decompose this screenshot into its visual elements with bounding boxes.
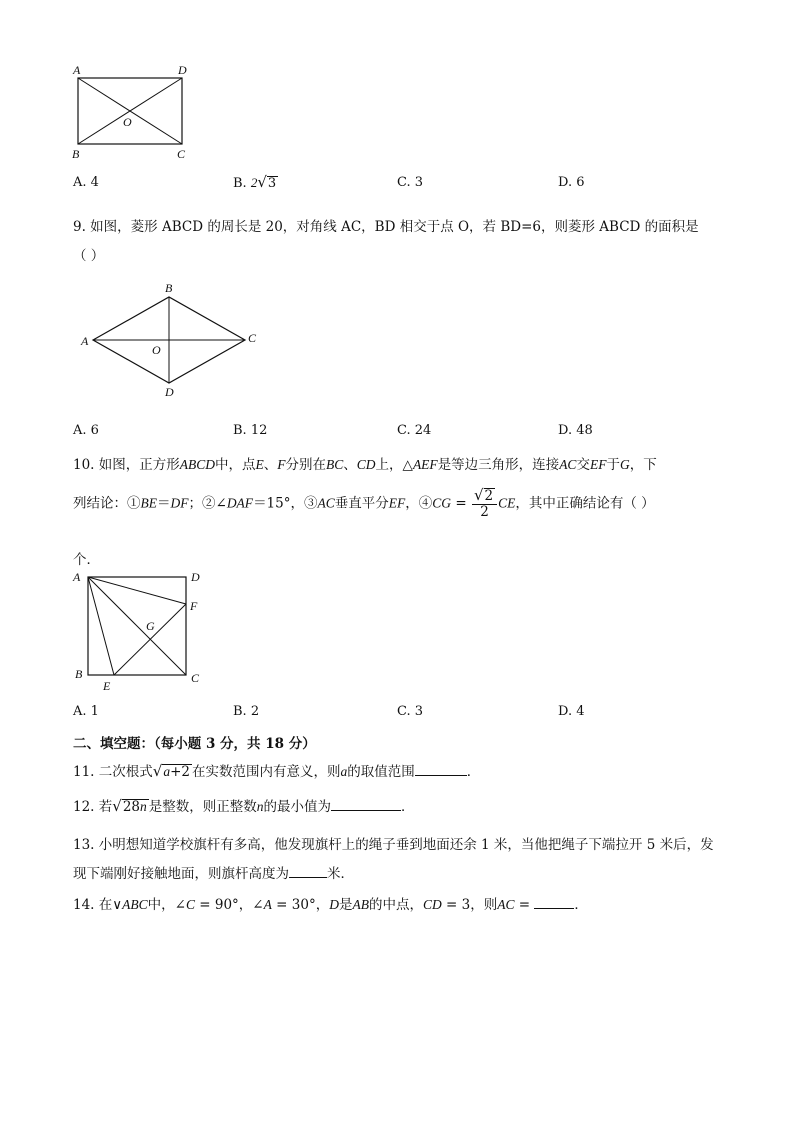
q10-text: 垂直平分 xyxy=(334,495,389,512)
q9-option-d: D. 48 xyxy=(558,423,593,438)
q10-var: ABCD xyxy=(179,457,216,472)
q14-text: = 90°，∠ xyxy=(194,897,264,913)
q9-line2: （ ） xyxy=(73,248,105,264)
q10-option-c: C. 3 xyxy=(397,704,424,719)
q9-option-b: B. 12 xyxy=(233,423,268,438)
label-d: D xyxy=(191,570,200,584)
q10-text: 分别在 xyxy=(285,457,327,473)
q10-text: 、 xyxy=(343,457,357,473)
q11-text: +2 xyxy=(170,764,190,780)
q14-text: 14. 在 xyxy=(73,897,113,913)
fraction xyxy=(472,488,497,520)
q10-var: BC xyxy=(326,457,344,472)
q11-text: 在实数范围内有意义，则 xyxy=(191,764,341,780)
q11-text: ． xyxy=(466,764,481,780)
q13-text: 米． xyxy=(327,866,354,882)
q10-var: EF xyxy=(589,457,607,472)
q12-text: 12. 若 xyxy=(73,799,113,815)
label-o: O xyxy=(152,343,161,357)
label-a: A xyxy=(73,63,81,77)
q14-text: = 30°， xyxy=(271,897,330,913)
q14-text: = xyxy=(514,897,535,913)
q10-var: AEF xyxy=(412,457,438,472)
q12-var: n xyxy=(140,799,147,814)
triangle-symbol: ∨ xyxy=(112,897,123,913)
q8-option-b-coef: 2 xyxy=(250,175,258,190)
q10-var: AC xyxy=(317,495,335,511)
q10-var: DF xyxy=(170,495,189,511)
q12 xyxy=(73,795,415,815)
q10-var: CD xyxy=(356,457,376,472)
q10-var: DAF xyxy=(226,495,254,511)
q14 xyxy=(73,893,588,913)
label-b: B xyxy=(165,281,173,295)
label-c: C xyxy=(191,671,200,685)
q13-text: 现下端刚好接触地面，则旗杆高度为 xyxy=(73,866,289,882)
q14-text: 的中点， xyxy=(368,897,423,913)
q8-option-b xyxy=(233,173,278,191)
q10-var: F xyxy=(277,457,286,472)
answer-blank[interactable] xyxy=(415,775,467,776)
radical-icon: √ xyxy=(112,797,122,815)
q10-text: ；②∠ xyxy=(188,495,227,512)
q11-var: a xyxy=(340,764,348,779)
q9-option-a: A. 6 xyxy=(73,423,99,438)
label-f: F xyxy=(190,599,198,613)
q14-var: A xyxy=(263,897,272,912)
q10-line1 xyxy=(73,453,657,473)
q10-text: 于 xyxy=(606,457,620,473)
q10-var: G xyxy=(619,457,630,472)
q14-var: ABC xyxy=(122,897,148,912)
q10-option-a: A. 1 xyxy=(73,704,99,719)
q14-var: D xyxy=(329,897,339,912)
q10-option-d: D. 4 xyxy=(558,704,585,719)
q12-radicand xyxy=(122,799,149,814)
radical-icon: √ xyxy=(257,173,267,191)
q12-text: 的最小值为 xyxy=(263,799,332,815)
q11-text: 的取值范围 xyxy=(347,764,415,780)
q10-var: E xyxy=(255,457,264,472)
q10-text: 10. 如图，正方形 xyxy=(73,457,180,473)
q8-option-d: D. 6 xyxy=(558,175,585,190)
q11-radicand xyxy=(162,764,192,779)
q10-text: 交 xyxy=(576,457,590,473)
q13-line1: 13. 小明想知道学校旗杆有多高，他发现旗杆上的绳子垂到地面还余 1 米，当他把绳子下端拉开 5 米后，发 xyxy=(73,837,714,853)
q10-text: ＝ xyxy=(157,495,171,512)
square-figure xyxy=(70,566,210,694)
label-a: A xyxy=(81,334,89,348)
radical-icon: √ xyxy=(473,486,484,504)
q9-line1: 9. 如图，菱形 ABCD 的周长是 20，对角线 AC，BD 相交于点 O，若 BD=6，则菱形 ABCD 的面积是 xyxy=(73,219,699,235)
q14-text: 中，∠ xyxy=(147,897,186,913)
q12-var: n xyxy=(256,799,264,814)
q10-text: 上，△ xyxy=(375,457,413,473)
q10-line2 xyxy=(73,488,655,520)
answer-blank[interactable] xyxy=(534,908,574,909)
label-a: A xyxy=(73,570,81,584)
q14-var: C xyxy=(185,897,195,912)
q10-var: CE xyxy=(498,495,516,511)
q8-option-b-radicand: 3 xyxy=(267,176,277,191)
label-g: G xyxy=(146,619,155,633)
q11-text: 11. 二次根式 xyxy=(73,764,153,780)
label-c: C xyxy=(177,147,186,161)
q14-text: = 3，则 xyxy=(441,897,498,913)
fraction-denominator: 2 xyxy=(480,504,489,520)
q10-var: BE xyxy=(140,495,157,511)
q14-var: AB xyxy=(352,897,369,912)
q10-option-b: B. 2 xyxy=(233,704,260,719)
q10-text: ＝15°，③ xyxy=(253,495,318,512)
q10-text: ，④ xyxy=(405,495,433,512)
q12-text: 是整数，则正整数 xyxy=(148,799,257,815)
label-e: E xyxy=(103,679,111,693)
fraction-numerator: 2 xyxy=(484,488,494,504)
q8-option-b-prefix: B. xyxy=(233,176,251,191)
q10-text: ，下 xyxy=(629,457,657,473)
q14-text: ． xyxy=(574,897,588,913)
q14-var: CD xyxy=(422,897,442,912)
label-d: D xyxy=(165,385,174,399)
answer-blank[interactable] xyxy=(331,810,401,811)
q9-option-c: C. 24 xyxy=(397,423,432,438)
q12-text: ． xyxy=(401,799,415,815)
q10-text: 列结论：① xyxy=(73,495,141,512)
q10-text: = xyxy=(451,495,471,512)
q11 xyxy=(73,760,480,780)
label-d: D xyxy=(178,63,187,77)
q8-option-c: C. 3 xyxy=(397,175,424,190)
label-b: B xyxy=(75,667,83,681)
q13-line2 xyxy=(73,862,354,882)
q10-var: EF xyxy=(388,495,406,511)
label-o: O xyxy=(123,115,132,129)
q10-text: 、 xyxy=(263,457,278,473)
rhombus-figure xyxy=(75,278,265,403)
label-b: B xyxy=(72,147,80,161)
q8-option-a: A. 4 xyxy=(73,175,99,190)
q14-var: AC xyxy=(497,897,515,912)
rectangle-figure xyxy=(68,60,198,165)
radical-icon: √ xyxy=(152,762,163,780)
q10-text: 中，点 xyxy=(215,457,256,473)
q10-line3: 个． xyxy=(73,552,100,568)
q10-var: AC xyxy=(559,457,577,472)
label-c: C xyxy=(248,331,257,345)
q10-text: ，其中正确结论有（ ） xyxy=(515,495,655,512)
answer-blank[interactable] xyxy=(289,877,327,878)
section-heading: 二、填空题：（每小题 3 分，共 18 分） xyxy=(73,736,316,752)
q11-var: a xyxy=(163,764,171,779)
q10-var: CG xyxy=(432,495,452,511)
q14-text: 是 xyxy=(338,897,353,913)
q10-text: 是等边三角形，连接 xyxy=(437,457,560,473)
q12-text: 28 xyxy=(122,799,141,815)
